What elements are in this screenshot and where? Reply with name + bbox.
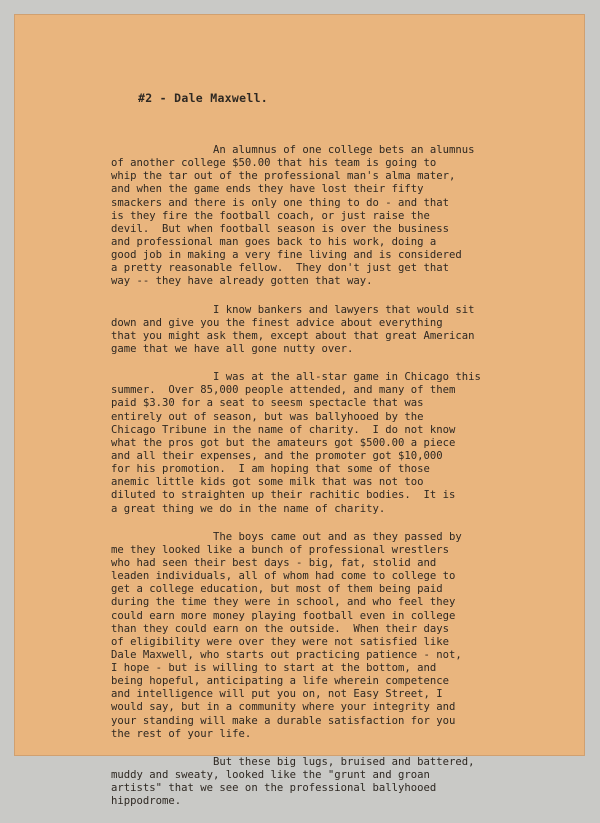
text-line: summer. Over 85,000 people attended, and many of them <box>111 384 456 397</box>
text-line: anemic little kids got some milk that was not too <box>111 476 424 489</box>
text-line: and intelligence will put you on, not Easy Street, I <box>111 688 443 701</box>
text-line: that you might ask them, except about that great American <box>111 329 475 342</box>
text-line: Chicago Tribune in the name of charity. I do not know <box>111 423 456 436</box>
text-line: whip the tar out of the professional man's alma mater, <box>111 170 456 183</box>
text-line: who had seen their best days - big, fat, stolid and <box>111 556 437 569</box>
text-line: way -- they have already gotten that way. <box>111 275 373 288</box>
document-heading: #2 - Dale Maxwell. <box>138 91 269 105</box>
text-line: smackers and there is only one thing to do - and that <box>111 196 450 209</box>
text-line: leaden individuals, all of whom had come to college to <box>111 570 456 583</box>
text-line: paid $3.30 for a seat to seesm spectacle that was <box>111 397 424 410</box>
text-line: hippodrome. <box>111 795 182 808</box>
text-line: and all their expenses, and the promoter got $10,000 <box>111 449 443 462</box>
text-line: good job in making a very fine living and is considered <box>111 249 462 262</box>
text-line: during the time they were in school, and who feel they <box>111 596 456 609</box>
text-line: artists" that we see on the professional ballyhooed <box>111 782 437 795</box>
document-body <box>111 144 551 823</box>
text-line: entirely out of season, but was ballyhooed by the <box>111 410 424 423</box>
text-line: get a college education, but most of them being paid <box>111 583 443 596</box>
text-line: I hope - but is willing to start at the bottom, and <box>111 662 437 675</box>
text-line: of another college $50.00 that his team is going to <box>111 157 437 170</box>
text-line: devil. But when football season is over the business <box>111 222 450 235</box>
text-line: and professional man goes back to his work, doing a <box>111 235 437 248</box>
text-line: than they could earn on the outside. When their days <box>111 622 450 635</box>
text-line: diluted to straighten up their rachitic bodies. It is <box>111 489 456 502</box>
paragraph-3 <box>111 371 551 516</box>
text-line: is they fire the football coach, or just raise the <box>111 209 430 222</box>
text-line: down and give you the finest advice about everything <box>111 316 443 329</box>
text-line: of eligibility were over they were not satisfied like <box>111 635 450 648</box>
text-line: muddy and sweaty, looked like the "grunt and groan <box>111 769 430 782</box>
paragraph-2 <box>111 304 551 357</box>
text-line: Dale Maxwell, who starts out practicing patience - not, <box>111 648 462 661</box>
text-line: a great thing we do in the name of charity. <box>111 502 386 515</box>
text-line: An alumnus of one college bets an alumnus <box>111 144 475 156</box>
text-line: game that we have all gone nutty over. <box>111 342 354 355</box>
text-line: the rest of your life. <box>111 727 252 740</box>
text-line: a pretty reasonable fellow. They don't just get that <box>111 262 450 275</box>
text-line: being hopeful, anticipating a life wherein competence <box>111 675 450 688</box>
text-line: The boys came out and as they passed by <box>111 530 462 543</box>
text-line: would say, but in a community where your integrity and <box>111 701 456 714</box>
text-line: your standing will make a durable satisfaction for you <box>111 714 456 727</box>
paragraph-4 <box>111 531 551 741</box>
text-line: what the pros got but the amateurs got $500.00 a piece <box>111 436 456 449</box>
paragraph-1 <box>111 144 551 289</box>
text-line: and when the game ends they have lost their fifty <box>111 183 424 196</box>
document-page <box>14 14 585 808</box>
text-line: could earn more money playing football even in college <box>111 609 456 622</box>
text-line: I was at the all-star game in Chicago this <box>111 371 481 384</box>
paragraph-5 <box>111 756 551 809</box>
text-line: me they looked like a bunch of professional wrestlers <box>111 543 450 556</box>
text-line: I know bankers and lawyers that would sit <box>111 303 475 316</box>
text-line: But these big lugs, bruised and battered, <box>111 755 475 768</box>
text-line: for his promotion. I am hoping that some of those <box>111 463 430 476</box>
